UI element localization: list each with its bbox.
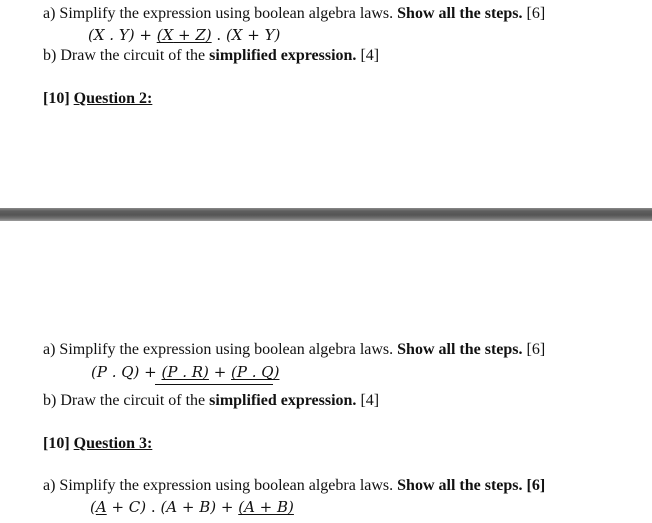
- expr2-term1: (P . Q): [91, 363, 140, 381]
- expr3-term1: (A + C): [90, 498, 147, 516]
- expr2-term2: (P . R): [161, 363, 209, 381]
- q2-heading: [10] Question 2:: [43, 90, 153, 107]
- q3-expression: (A + C) . (A + B) + (A + B): [90, 498, 294, 516]
- q1-part-a-marks: [6]: [522, 5, 546, 22]
- expr2-term3: (P . Q): [231, 363, 280, 381]
- q2-expression: (P . Q) + (P . R) + (P . Q): [91, 363, 280, 381]
- q2-part-b-text: b) Draw the circuit of the simplified expression. [4]: [43, 392, 380, 409]
- expr1-term3: (X + Y): [225, 26, 281, 44]
- expr2-overbar: [155, 384, 273, 385]
- q1-part-a-text: [43, 4, 545, 24]
- expr1-x-underlined: X: [162, 26, 174, 44]
- expr3-term2: (A + B): [160, 498, 217, 516]
- expr1-dot: .: [211, 26, 226, 44]
- expr3-term3: (A + B): [238, 498, 294, 516]
- q1-expression: [88, 25, 280, 45]
- q1-part-a-bold: Show all the steps.: [397, 5, 523, 22]
- q3-title: Question 3:: [73, 435, 153, 452]
- q2-part-a-text: a) Simplify the expression using boolean algebra laws. Show all the steps. [6]: [43, 341, 546, 358]
- page-break-divider: [0, 208, 652, 221]
- q1-part-b-text: b) Draw the circuit of the simplified expression. [4]: [43, 47, 380, 64]
- expr1-plus: +: [134, 26, 157, 44]
- expr1-term1: (X . Y): [88, 26, 135, 44]
- q1-part-a-prefix: a) Simplify the expression using boolean algebra laws.: [43, 5, 398, 22]
- q3-part-a-text: a) Simplify the expression using boolean algebra laws. Show all the steps. [6]: [43, 477, 546, 494]
- q3-heading: [10] Question 3:: [43, 435, 153, 452]
- q2-title: Question 2:: [73, 90, 153, 107]
- expr1-term2: (X + Z): [156, 26, 212, 44]
